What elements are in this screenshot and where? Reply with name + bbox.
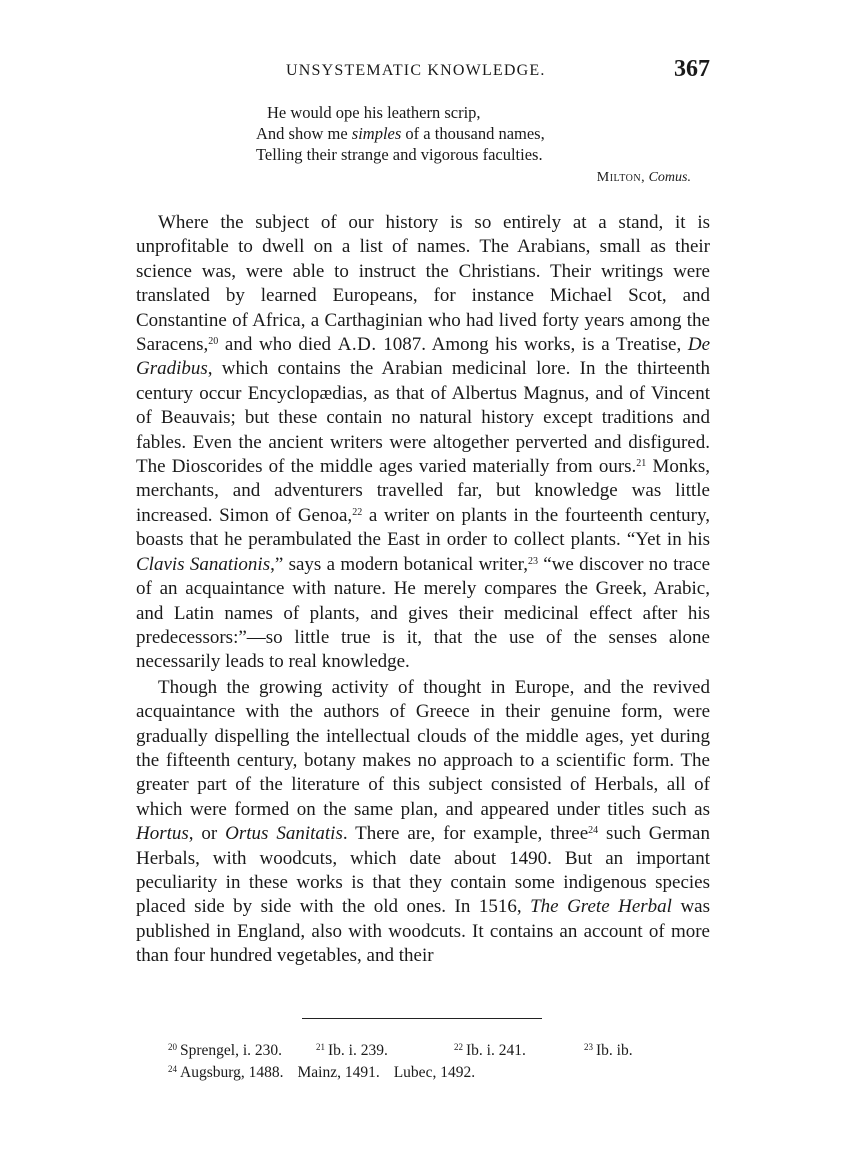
footnote-row <box>168 1062 708 1084</box>
footnote: $^{21}$ Ib. i. 239. <box>316 1042 388 1059</box>
epigraph-attribution <box>256 167 696 188</box>
footnote: $^{24}$ Augsburg, 1488. <box>168 1064 284 1081</box>
footnote-ref-22: 22 <box>352 506 363 518</box>
running-head <box>136 56 710 86</box>
epigraph <box>256 102 696 188</box>
footnote-ref-20: 20 <box>208 336 219 348</box>
epigraph-line-3: Telling their strange and vigorous faculties. <box>256 145 543 164</box>
running-title: UNSYSTEMATIC KNOWLEDGE. <box>286 62 546 79</box>
paragraph-1: Where the subject of our history is so entirely at a stand, it is unprofitable to dwell on a list of names. The Arabians, small as their science was, were able to instruct the Christians. Their writings were translated by learned Europeans, for instance Michael Scot, and Constantine of Africa, a Carthaginian who had lived forty years among the Saracens,$^{20}$ and who died A.D. 1087. Among his works, is a Treatise, De Gradibus, which contains the Arabian medicinal lore. In the thirteenth century occur Encyclopædias, as that of Albertus Magnus, and of Vincent of Beauvais; but these contain no natural history except traditions and fables. Even the ancient writers were altogether perverted and disfigured. The Dioscorides of the middle ages varied materially from ours.$^{21}$ Monks, merchants, and adventurers travelled far, but knowledge was little increased. Simon of Genoa,$^{22}$ a writer on plants in the fourteenth century, boasts that he perambulated the East in order to collect plants. “Yet in his Clavis Sanationis,” says a modern botanical writer,$^{23}$ “we discover no trace of an acquaintance with nature. He merely compares the Greek, Arabic, and Latin names of plants, and gives their medicinal effect after his predecessors:”—so little true is it, that the use of the senses alone necessarily leads to real knowledge. <box>136 212 711 673</box>
epigraph-author: Milton, <box>596 170 646 185</box>
epigraph-work: Comus. <box>648 170 691 185</box>
era-abbreviation: A.D. <box>337 334 377 356</box>
footnote: $^{20}$ Sprengel, i. 230. <box>168 1042 283 1059</box>
epigraph-line-2: And show me simples of a thousand names, <box>256 124 545 143</box>
footnote: $^{22}$ Ib. i. 241. <box>454 1042 526 1059</box>
body-text <box>136 211 710 969</box>
epigraph-line-1: He would ope his leathern scrip, <box>267 103 481 122</box>
italic-title: Clavis Sanationis <box>136 553 271 575</box>
footnote: Mainz, 1491. <box>297 1064 380 1081</box>
footnote-ref-23: 23 <box>527 555 538 567</box>
footnote-ref-24: 24 <box>588 825 599 837</box>
paragraph-2: Though the growing activity of thought in Europe, and the revived acquaintance with the authors of Greece in their genuine form, were gradually dispelling the intellectual clouds of the middle ages, yet during the fifteenth century, botany makes no approach to a scientific form. The greater part of the literature of this subject consisted of Herbals, all of which were formed on the same plan, and appeared under titles such as Hortus, or Ortus Sanitatis. There are, for example, three$^{24}$ such German Herbals, with woodcuts, which date about 1490. But an important peculiarity in these works is that they contain some indigenous species placed side by side with the old ones. In 1516, The Grete Herbal was published in England, also with woodcuts. It contains an account of more than four hundred vegetables, and their <box>136 676 710 967</box>
footnotes <box>168 1040 708 1084</box>
epigraph-italic: simples <box>351 124 402 143</box>
footnote: Lubec, 1492. <box>393 1064 476 1081</box>
page-number: 367 <box>674 56 710 82</box>
footnote-ref-21: 21 <box>636 458 647 470</box>
footnote-row <box>168 1040 708 1062</box>
footnote-divider <box>302 1018 542 1019</box>
italic-title: Hortus <box>136 823 189 845</box>
footnote: $^{23}$ Ib. ib. <box>584 1042 633 1059</box>
italic-title: Ortus Sanitatis <box>225 823 343 845</box>
italic-title: The Grete Herbal <box>530 896 672 918</box>
italic-title: De Gradibus <box>136 334 710 380</box>
